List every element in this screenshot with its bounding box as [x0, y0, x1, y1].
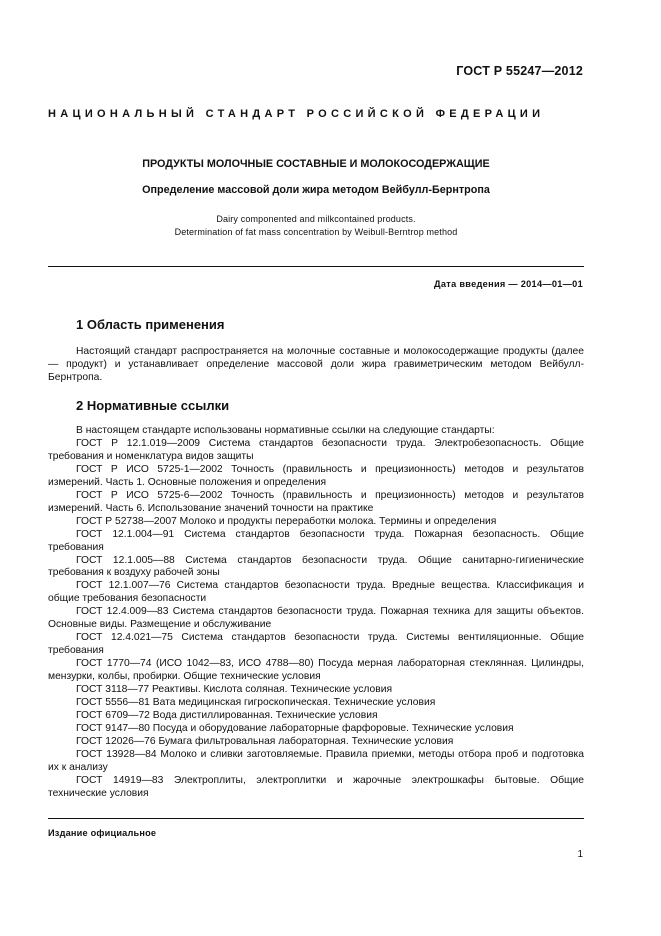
reference-item: ГОСТ Р 12.1.019—2009 Система стандартов безопасности труда. Электробезопасность. Общие требования и номенклатура видов защиты — [48, 437, 584, 462]
document-subtitle: Определение массовой доли жира методом Вейбулл-Бернтропа — [142, 184, 490, 196]
reference-item: ГОСТ Р ИСО 5725-6—2002 Точность (правильность и прецизионность) методов и результатов измерений. Часть 6. Использование значений точности на практике — [48, 489, 584, 514]
english-title-line-2: Determination of fat mass concentration by Weibull-Berntrop method — [174, 227, 458, 237]
reference-item: ГОСТ 12.1.007—76 Система стандартов безопасности труда. Вредные вещества. Классификация и общие требования безопасности — [48, 580, 584, 605]
reference-item: ГОСТ 14919—83 Электроплиты, электроплитки и жарочные электрошкафы бытовые. Общие технические условия — [48, 774, 584, 799]
references-intro: В настоящем стандарте использованы нормативные ссылки на следующие стандарты: — [76, 425, 495, 436]
reference-item: ГОСТ 12.1.005—88 Система стандартов безопасности труда. Общие санитарно-гигиенические требования к воздуху рабочей зоны — [48, 554, 584, 579]
section-1-body — [48, 346, 584, 385]
reference-item: ГОСТ 3118—77 Реактивы. Кислота соляная. Технические условия — [76, 684, 393, 696]
reference-item: ГОСТ 12.4.021—75 Система стандартов безопасности труда. Системы вентиляционные. Общие требования — [48, 632, 584, 657]
intro-date: Дата введения — 2014—01—01 — [434, 279, 583, 289]
section-2-heading: 2 Нормативные ссылки — [76, 398, 230, 413]
reference-item: ГОСТ 1770—74 (ИСО 1042—83, ИСО 4788—80) Посуда мерная лабораторная стеклянная. Цилиндры, мензурки, колбы, пробирки. Общие технические условия — [48, 658, 584, 683]
normative-references — [48, 425, 584, 801]
english-title-line-1: Dairy componented and milkcontained products. — [216, 214, 416, 224]
reference-item: ГОСТ Р 52738—2007 Молоко и продукты переработки молока. Термины и определения — [76, 515, 497, 527]
section-1-heading: 1 Область применения — [76, 317, 225, 332]
reference-item: ГОСТ Р ИСО 5725-1—2002 Точность (правильность и прецизионность) методов и результатов измерений. Часть 1. Основные положения и определения — [48, 463, 584, 488]
reference-item: ГОСТ 9147—80 Посуда и оборудование лабораторные фарфоровые. Технические условия — [76, 722, 514, 734]
standard-code: ГОСТ Р 55247—2012 — [456, 64, 583, 78]
reference-item: ГОСТ 13928—84 Молоко и сливки заготовляемые. Правила приемки, методы отбора проб и подготовка их к анализу — [48, 748, 584, 773]
english-title — [48, 213, 584, 239]
edition-note: Издание официальное — [48, 828, 157, 838]
document-title: ПРОДУКТЫ МОЛОЧНЫЕ СОСТАВНЫЕ И МОЛОКОСОДЕРЖАЩИЕ — [142, 158, 490, 170]
reference-item: ГОСТ 6709—72 Вода дистиллированная. Технические условия — [76, 709, 378, 721]
reference-item: ГОСТ 12.4.009—83 Система стандартов безопасности труда. Пожарная техника для защиты объектов. Основные виды. Размещение и обслуживание — [48, 606, 584, 631]
header-divider — [48, 266, 584, 267]
national-standard-banner: НАЦИОНАЛЬНЫЙ СТАНДАРТ РОССИЙСКОЙ ФЕДЕРАЦИИ — [48, 108, 545, 120]
section-1-paragraph: Настоящий стандарт распространяется на молочные составные и молокосодержащие продукты (далее — продукт) и устанавливает определение массовой доли жира гравиметрическим методом Вейбулл-Бернтропа. — [48, 346, 584, 383]
footer-divider — [48, 818, 584, 819]
reference-item: ГОСТ 12026—76 Бумага фильтровальная лабораторная. Технические условия — [76, 735, 454, 747]
reference-item: ГОСТ 12.1.004—91 Система стандартов безопасности труда. Пожарная безопасность. Общие требования — [48, 528, 584, 553]
page-number: 1 — [577, 849, 583, 860]
reference-item: ГОСТ 5556—81 Вата медицинская гигроскопическая. Технические условия — [76, 697, 436, 709]
